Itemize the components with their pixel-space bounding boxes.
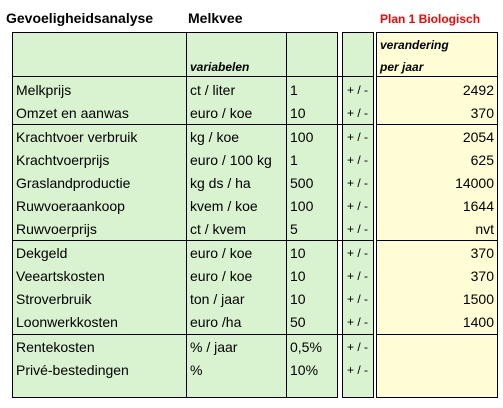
row-name: Melkprijs (16, 82, 72, 98)
row-plusminus: + / - (347, 83, 369, 97)
row-value: 10 (290, 105, 306, 121)
row-name: Rentekosten (16, 339, 95, 355)
row-value: 1 (290, 152, 298, 168)
row-unit: % (190, 362, 203, 378)
row-plusminus: + / - (347, 269, 369, 283)
row-value: 1 (290, 82, 298, 98)
row-name: Loonwerkkosten (16, 314, 118, 330)
row-name: Dekgeld (16, 245, 68, 261)
row-plusminus: + / - (347, 130, 369, 144)
row-name: Graslandproductie (16, 175, 131, 191)
row-change: 1644 (462, 198, 494, 214)
row-unit: euro /ha (190, 314, 242, 330)
row-plusminus: + / - (347, 340, 369, 354)
sheet-title: Gevoeligheidsanalyse (6, 10, 154, 26)
row-change: 2054 (462, 129, 494, 145)
row-value: 500 (290, 175, 314, 191)
row-unit: ct / liter (190, 82, 236, 98)
row-unit: euro / koe (190, 245, 253, 261)
row-change: 625 (470, 152, 494, 168)
group-divider (376, 334, 498, 335)
row-name: Krachtvoerprijs (16, 152, 110, 168)
row-change: 370 (470, 105, 494, 121)
row-unit: euro / koe (190, 268, 253, 284)
row-change: 370 (470, 268, 494, 284)
row-plusminus: + / - (347, 292, 369, 306)
change-subheader-line2: per jaar (380, 60, 424, 74)
row-plusminus: + / - (347, 106, 369, 120)
row-change: 2492 (462, 82, 494, 98)
row-plusminus: + / - (347, 176, 369, 190)
grid-line (186, 32, 187, 398)
group-divider (12, 124, 374, 125)
row-unit: ct / kvem (190, 221, 247, 237)
row-change: 14000 (455, 175, 494, 191)
row-unit: euro / 100 kg (190, 152, 272, 168)
row-unit: kg / koe (190, 129, 240, 145)
row-plusminus: + / - (347, 199, 369, 213)
row-value: 100 (290, 198, 314, 214)
row-plusminus: + / - (347, 246, 369, 260)
row-plusminus: + / - (347, 153, 369, 167)
row-name: Ruwvoerprijs (16, 221, 97, 237)
row-name: Krachtvoer verbruik (16, 129, 138, 145)
row-name: Ruwvoeraankoop (16, 198, 125, 214)
row-name: Omzet en aanwas (16, 105, 129, 121)
row-name: Privé-bestedingen (16, 362, 129, 378)
change-subheader-line1: verandering (380, 38, 449, 52)
row-value: 10 (290, 291, 306, 307)
row-value: 10% (290, 362, 319, 378)
row-change: 1400 (462, 314, 494, 330)
grid-line (286, 32, 287, 398)
row-unit: kvem / koe (190, 198, 258, 214)
row-unit: euro / koe (190, 105, 253, 121)
plan-label: Plan 1 Biologisch (380, 12, 481, 26)
row-value: 10 (290, 245, 306, 261)
row-plusminus: + / - (347, 222, 369, 236)
variables-subheader: variabelen (190, 60, 250, 74)
group-divider (376, 124, 498, 125)
category-label: Melkvee (188, 10, 243, 26)
group-divider (376, 240, 498, 241)
row-value: 50 (290, 314, 306, 330)
row-plusminus: + / - (347, 363, 369, 377)
row-plusminus: + / - (347, 315, 369, 329)
row-unit: % / jaar (190, 339, 238, 355)
row-name: Veeartskosten (16, 268, 105, 284)
row-value: 100 (290, 129, 314, 145)
row-name: Stroverbruik (16, 291, 92, 307)
row-value: 0,5% (290, 339, 322, 355)
row-value: 10 (290, 268, 306, 284)
group-divider (12, 240, 374, 241)
row-unit: ton / jaar (190, 291, 245, 307)
row-unit: kg ds / ha (190, 175, 251, 191)
row-change: 1500 (462, 291, 494, 307)
row-value: 5 (290, 221, 298, 237)
group-divider (12, 334, 374, 335)
row-change: nvt (475, 221, 494, 237)
row-change: 370 (470, 245, 494, 261)
